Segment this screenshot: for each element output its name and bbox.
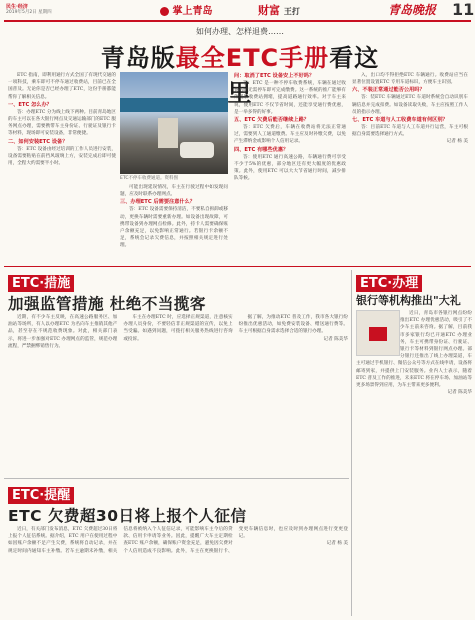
photo <box>120 72 228 174</box>
masthead-right-logo <box>258 2 300 18</box>
divider-2 <box>4 478 349 479</box>
photo-booth <box>158 118 178 148</box>
section-a-tag: ETC·措施 <box>8 275 74 292</box>
main-col1-intro: ETC 指南，即利用通行方式全国了有现代交通的一项科技，乘车即可不停车通过收费站，目前已在全国普及。无论你是否已经办理了ETC，这份手册都能帮你了解相关信息。 <box>8 73 116 100</box>
section-b-reporter: 记者 陈美华 <box>447 390 472 396</box>
logo-icon <box>160 7 169 16</box>
paper-name: 青岛晚报 <box>388 3 437 17</box>
main-q4: 问：取消了ETC 设备安上不好吗？ <box>234 73 315 79</box>
masthead-center-logo <box>160 2 212 17</box>
section-a-headline: 加强监管措施 杜绝不当揽客 <box>8 295 206 313</box>
main-q7: 六、不装正常通过能否公用吗？ <box>352 87 425 94</box>
main-q1: 一、ETC 怎么办？ <box>8 101 52 108</box>
mid-logo-text: 掌上青岛 <box>172 6 213 17</box>
main-q5: 五、ETC 欠费后能否继续上路？ <box>234 117 309 124</box>
section-c-p1: 近日，有关部门发布消息，ETC 欠费超过30日将上报个人征信系统。据介绍，ETC 用户在使用过程中如因账户余额不足产生欠费，系统将自动记录，并在规定时间内通知车主补缴。若车主逾期未补缴，相关信息将被纳入个人征信记录，可能影响车主今后的贷款、信用卡申请等业务。因此，提醒广大车主定期检查ETC 账户余额，确保账户资金充足，避免因欠费对个人信用造成不良影响。此外，车主在更换银行卡、变更车辆信息时，也应及时到办理网点进行变更登记。 <box>8 527 348 554</box>
main-col-4 <box>352 72 468 262</box>
photo-canopy <box>120 98 228 112</box>
section-a-reporter: 记者 陈美华 <box>323 336 348 342</box>
wealth-logo: 财富 <box>258 4 280 17</box>
section-b-float-spacer <box>356 310 400 356</box>
section-c-headline: ETC 欠费超30日将上报个人征信 <box>8 507 247 525</box>
main-a6: 答：使用ETC 通行高速公路，车辆通行费可享受不少于5%的优惠，部分地区还有更大幅度的优惠政策。此外，使用ETC 可以大大节省通行时间，减少排队等候。 <box>234 154 346 182</box>
section-b-tag: ETC·办理 <box>356 275 422 292</box>
section-b-header <box>356 272 422 291</box>
issue-date: 2019年5月2日 星期四 <box>6 10 52 15</box>
main-a5: 答：ETC 欠费后，车辆在收费站将无法正常通过，需要到人工通道缴费。车主应及时补缴欠费，以免产生滞纳金或影响个人信用记录。 <box>234 125 346 145</box>
main-a3: 答：ETC 设备需要保持清洁，不要私自拆卸或移动，更换车辆时需要重新办理。如设备出现故障，可携带设备到办理网点检修。此外，持卡人需要确保账户余额充足，以免影响正常通行。若银行卡余额不足，系统会记录欠费信息，并按照相关规定进行处理。 <box>120 207 228 249</box>
section-a-p3: 据了解，为推动ETC 普及工作，我市各大银行纷纷推出优惠活动，如免费安装设备、赠送通行费等。车主可根据自身需求选择合适的银行办理。 <box>238 315 348 335</box>
main-col-2 <box>120 184 228 262</box>
vertical-divider <box>351 270 352 616</box>
section-a-header <box>8 272 74 291</box>
main-col-1 <box>8 72 116 260</box>
main-a4: 答：ETC 是一种不停车收费系统，车辆在通过收费站时无需停车即可完成缴费。这一系统的推广能够有效缓解收费站拥堵，提高道路通行效率。对于车主来说，使用ETC 不仅节省时间，还能享受通行费优惠，是一举多得的好事。 <box>234 81 346 115</box>
section-a-p2: 车主在办理ETC 时，应选择正规渠道，注意核实办理人员身份，不要轻信非正规渠道的宣传，以免上当受骗。如遇到问题，可拨打相关服务热线进行咨询或投诉。 <box>123 315 233 342</box>
section-c-tag: ETC·提醒 <box>8 487 74 504</box>
section-c-reporter: 记者 杨 美 <box>326 541 348 547</box>
lead-kicker: 如何办理、怎样退费…… <box>196 27 284 36</box>
section-c-header <box>8 484 74 503</box>
main-a8: 答：目前ETC 车道与人工车道并行运营，车主可根据自身需要选择通行方式。 <box>352 125 468 138</box>
wealth-logo-sub: 王打 <box>283 7 300 16</box>
masthead-left <box>6 4 126 16</box>
masthead-rule <box>4 20 471 22</box>
page-number: 11 <box>452 0 475 19</box>
section-c-body <box>8 526 348 616</box>
main-reporter: 记者 杨 美 <box>446 139 468 145</box>
main-col2-text: 可能出现延误情况，车主在行驶过程中如发现问题，应及时联系办理网点。 <box>120 185 228 198</box>
lead-title-a: 青岛版 <box>100 44 176 72</box>
lead-title-c: 看这里 <box>227 44 380 107</box>
photo-caption: ETC不停车收费通道。资料图 <box>120 176 178 181</box>
main-q3: 三、办理ETC 后需要注意什么？ <box>120 199 195 206</box>
divider-1 <box>4 266 471 267</box>
main-q8: 七、ETC 车道与人工收费车道有何区别？ <box>352 117 448 124</box>
section-b-body <box>356 310 472 616</box>
section-a-body <box>8 314 348 474</box>
section-b-p1: 近日，青岛市各银行网点纷纷推出ETC 办理优惠活动，吸引了不少车主前来咨询。据了解，目前我市多家银行均已开通ETC 办理业务，车主可携带身份证、行驶证、银行卡等材料到银行网点办理。部分银行还推出了线上办理渠道，车主可通过手机银行、微信公众号等方式在线申请，设备将邮寄到家，并提供上门安装服务。业内人士表示，随着ETC 普及工作的推进，未来ETC 将在停车场、加油站等更多场景得到应用，为车主带来更多便利。 <box>356 311 472 389</box>
photo-car <box>180 142 214 158</box>
main-q2: 二、如何安装ETC 设备？ <box>8 138 68 145</box>
main-col-3 <box>234 72 346 262</box>
main-a2: 答：ETC 设备由经过培训的工作人员进行安装，设备需要粘贴在前挡风玻璃上方，安装完成后即可使用，全程大约需要半小时。 <box>8 146 116 167</box>
lead-title-b: 最全ETC手册 <box>175 44 330 72</box>
section-label: 民生·经济 <box>6 4 28 10</box>
main-q6: 四、ETC 有哪些优惠？ <box>234 146 289 153</box>
section-a-p1: 近期，有不少车主反映，在高速公路服务区、加油站等场所，有人以办理ETC 为名向车主推销其他产品，甚至存在不规范收费现象。对此，相关部门表示，将进一步加强对ETC 办理网点的监管，规范办理流程，严禁捆绑销售行为。 <box>8 315 118 349</box>
main-a7: 答：装ETC 车辆通过ETC 车道时系统会自动识别车辆信息并完成扣费。如设备读取失败，车主应按照工作人员的指示办理。 <box>352 95 468 115</box>
main-col4-text: 入，出口均不得拒绝ETC 车辆通行。收费站应当在显著位置设置ETC 专用车道标识，方便车主识别。 <box>352 73 468 86</box>
section-b-headline: 银行等机构推出"大礼 <box>356 294 461 307</box>
main-a1: 答：办理ETC 分为线上线下两种。目前青岛地区的车主可以在各大银行网点及交通运输部门的ETC 服务网点办理，需要携带车主身份证、行驶证及银行卡等材料，现场即可安装设备，非常便捷。 <box>8 109 116 137</box>
